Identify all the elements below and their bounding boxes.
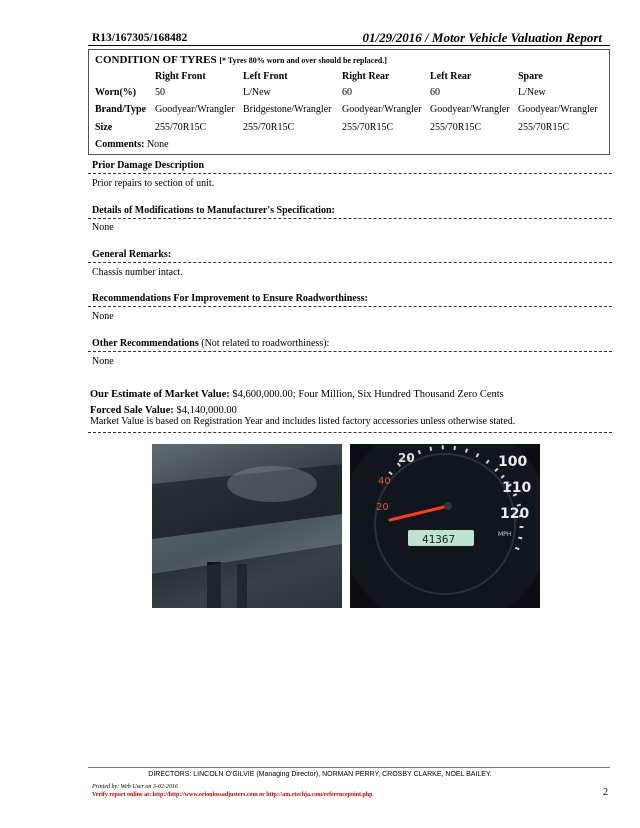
tyre-row-label-brand: Brand/Type — [95, 104, 146, 115]
market-value-note: Market Value is based on Registration Year and includes listed factory accessories unless otherwise stated. — [90, 416, 516, 427]
tyre-cell: Goodyear/Wrangler — [155, 104, 235, 115]
section-heading-other-recommendations — [92, 338, 329, 349]
tyre-col-left-front: Left Front — [243, 71, 288, 82]
section-text-modifications: None — [92, 222, 114, 233]
tyre-comments — [95, 139, 169, 150]
forced-sale-amount: $4,140,000.00 — [176, 405, 237, 416]
market-value-line — [90, 389, 504, 400]
market-value-label: Our Estimate of Market Value: — [90, 389, 230, 400]
section-text-roadworthiness: None — [92, 311, 114, 322]
dotted-divider — [88, 351, 612, 352]
speed-label-110: 110 — [502, 480, 532, 496]
dotted-divider — [88, 432, 612, 433]
forced-sale-line — [90, 405, 237, 416]
page-number: 2 — [603, 787, 608, 798]
odometer-reading: 41367 — [422, 533, 456, 546]
tyre-cell: 60 — [430, 87, 440, 98]
tyre-row-label-size: Size — [95, 122, 113, 133]
tyre-col-right-rear: Right Rear — [342, 71, 390, 82]
tyre-cell: 255/70R15C — [430, 122, 482, 133]
footer-divider — [88, 767, 610, 768]
speed-label: 20 — [398, 451, 415, 465]
report-reference: R13/167305/168482 — [92, 32, 188, 44]
speed-label: 40 — [378, 476, 391, 487]
dotted-divider — [88, 262, 612, 263]
other-rec-heading-suffix: (Not related to roadworthiness): — [201, 338, 330, 349]
speed-label-120: 120 — [500, 506, 530, 522]
odometer-photo — [350, 444, 540, 608]
section-text-prior-damage: Prior repairs to section of unit. — [92, 178, 215, 189]
tyre-col-left-rear: Left Rear — [430, 71, 472, 82]
tyre-cell: 60 — [342, 87, 352, 98]
section-text-other-recommendations: None — [92, 356, 114, 367]
section-text-general-remarks: Chassis number intact. — [92, 267, 183, 278]
speed-label-100: 100 — [498, 454, 528, 470]
section-heading-modifications: Details of Modifications to Manufacturer's Specification: — [92, 205, 335, 216]
tyre-cell: Bridgestone/Wrangler — [243, 104, 332, 115]
dotted-divider — [88, 173, 612, 174]
footer-printed-by: Printed by: Web User on 3-02-2016 — [92, 784, 178, 790]
tyre-cell: 255/70R15C — [243, 122, 295, 133]
speed-label: 20 — [376, 502, 389, 513]
tyre-cell: L/New — [518, 87, 546, 98]
tyre-cell: 50 — [155, 87, 165, 98]
dotted-divider — [88, 306, 612, 307]
dotted-divider — [88, 218, 612, 219]
tyre-comments-label: Comments: — [95, 139, 145, 150]
header-divider — [88, 45, 610, 46]
tyre-row-label-worn: Worn(%) — [95, 87, 137, 98]
footer-verify-link[interactable]: Verify report online at: http://http://www.orionlossadjusters.com or http://am.etechja.com/referencepoint.php — [92, 792, 373, 798]
tyre-cell: Goodyear/Wrangler — [518, 104, 598, 115]
chassis-photo-drawing — [152, 444, 342, 608]
report-title: 01/29/2016 / Motor Vehicle Valuation Report — [362, 30, 602, 45]
other-rec-heading-text: Other Recommendations — [92, 338, 199, 349]
tyre-comments-value: None — [146, 139, 169, 150]
speed-unit: MPH — [498, 531, 512, 538]
footer-directors: DIRECTORS: LINCOLN O'GILVIE (Managing Director), NORMAN PERRY, CROSBY CLARKE, NOEL BAILEY. — [148, 771, 492, 778]
tyre-cell: 255/70R15C — [155, 122, 207, 133]
tyre-title-text: CONDITION OF TYRES — [95, 54, 217, 66]
section-heading-roadworthiness: Recommendations For Improvement to Ensure Roadworthiness: — [92, 293, 368, 304]
market-value-words: ; Four Million, Six Hundred Thousand Zero Cents — [292, 389, 504, 400]
tyre-cell: 255/70R15C — [518, 122, 570, 133]
market-value-amount: $4,600,000.00 — [232, 389, 293, 400]
tyre-cell: Goodyear/Wrangler — [430, 104, 510, 115]
tyre-cell: Goodyear/Wrangler — [342, 104, 422, 115]
tyre-note: [* Tyres 80% worn and over should be replaced.] — [219, 56, 387, 65]
forced-sale-label: Forced Sale Value: — [90, 405, 174, 416]
tyre-col-right-front: Right Front — [155, 71, 206, 82]
tyre-cell: L/New — [243, 87, 271, 98]
speedometer-gauge — [350, 444, 540, 608]
tyre-section-title — [95, 54, 387, 66]
section-heading-general-remarks: General Remarks: — [92, 249, 172, 260]
section-heading-prior-damage: Prior Damage Description — [92, 160, 205, 171]
chassis-photo — [152, 444, 342, 608]
tyre-col-spare: Spare — [518, 71, 543, 82]
tyre-cell: 255/70R15C — [342, 122, 394, 133]
